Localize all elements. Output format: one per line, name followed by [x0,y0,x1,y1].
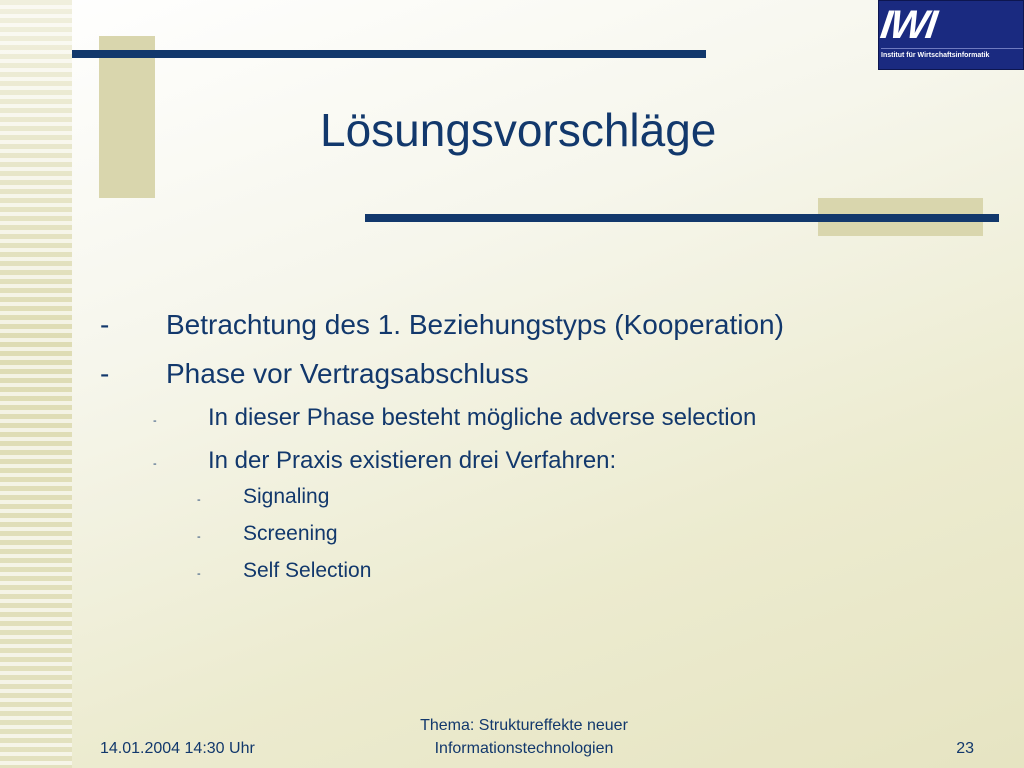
bullet-text: Screening [243,522,338,545]
page-number: 23 [956,740,974,757]
bullet-marker: - [197,494,201,506]
decorative-top-line [72,50,706,58]
bullet-marker: - [153,415,157,427]
bullet-marker: - [153,458,157,470]
footer-topic-line1: Thema: Struktureffekte neuer [420,717,628,734]
bullet-marker: - [100,358,110,389]
footer-date: 14.01.2004 14:30 Uhr [100,740,255,757]
bullet-marker: - [100,309,110,340]
decorative-bottom-line [365,214,999,222]
logo-mark: IWI [877,3,939,47]
logo-subtitle: Institut für Wirtschaftsinformatik [881,48,1023,63]
decorative-vertical-block [99,36,155,198]
bullet-text: Betrachtung des 1. Beziehungstyps (Kooperation) [166,309,784,340]
slide-title: Lösungsvorschläge [320,104,717,156]
bullet-text: Self Selection [243,559,372,582]
bullet-text: In dieser Phase besteht mögliche adverse selection [208,404,757,431]
footer-topic-line2: Informationstechnologien [434,740,614,757]
iwi-logo [878,0,1024,70]
bullet-marker: - [197,568,201,580]
bullet-text: In der Praxis existieren drei Verfahren: [208,447,617,474]
bullet-marker: - [197,531,201,543]
left-stripe-band [0,0,72,768]
bullet-text: Signaling [243,485,330,508]
bullet-text: Phase vor Vertragsabschluss [166,358,529,389]
